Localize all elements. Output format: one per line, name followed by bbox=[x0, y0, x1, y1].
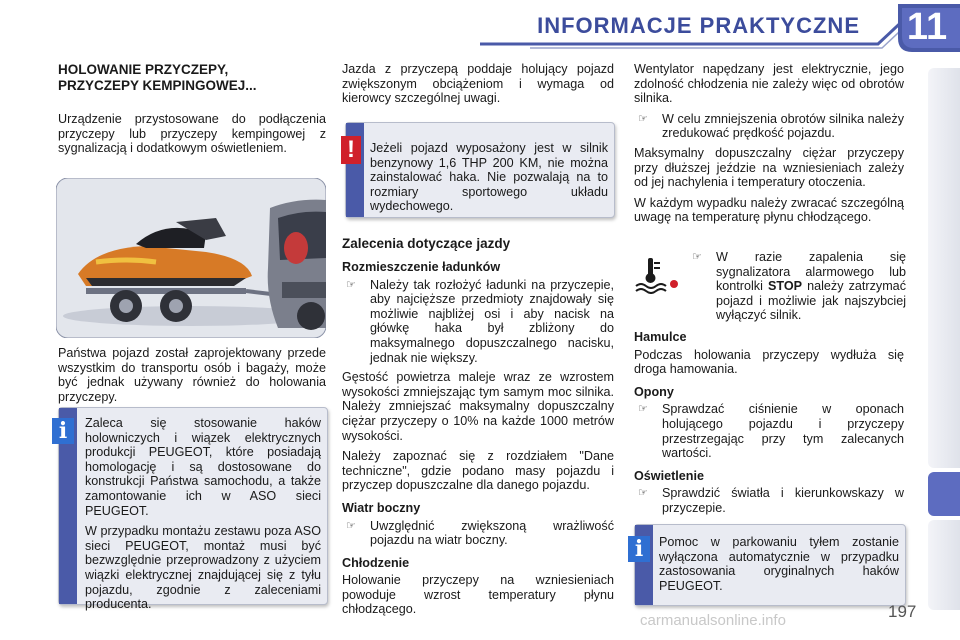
coolant-attention-paragraph: W każdym wypadku należy zwracać szczególną uwagę na temperaturę płynu chłodzącego. bbox=[634, 195, 904, 225]
towbar-recommendation: Zaleca się stosowanie haków holowniczych i wiązek elektrycznych produkcji PEUGEOT, które posiadają homologację i są dostosowane do konstrukcji Państwa samochodu, a także zamontowanie ich w ASO sieci PEUGEOT. bbox=[85, 416, 321, 518]
info-note-towbar bbox=[58, 407, 328, 612]
crosswind-heading: Wiatr boczny bbox=[342, 500, 421, 515]
load-distribution-text: Należy tak rozłożyć ładunki na przyczepie, aby najcięższe przedmioty znajdowały się możliwie najbliżej osi i aby nacisk na główkę haka był zbliżony do maksymalnego dopuszczalnego nacisku, jednak nie większy. bbox=[370, 277, 614, 365]
parking-assist-text: Pomoc w parkowaniu tyłem zostanie wyłączona automatycznie w przypadku zastosowania oryginalnych haków PEUGEOT. bbox=[659, 535, 899, 593]
list-item bbox=[342, 519, 614, 548]
list-item bbox=[634, 112, 904, 141]
chapter-number: 11 bbox=[906, 6, 948, 48]
vehicle-purpose-paragraph: Państwa pojazd został zaprojektowany przede wszystkim do transportu osób i bagaży, może być jednak używany również do holowania przyczepy. bbox=[58, 346, 326, 404]
page-number: 197 bbox=[888, 602, 917, 621]
pointing-hand-icon: ☞ bbox=[346, 278, 356, 291]
pointing-hand-icon: ☞ bbox=[346, 519, 356, 532]
left-column bbox=[58, 62, 326, 162]
tyres-text: Sprawdzać ciśnienie w oponach holującego pojazdu i przyczepy przestrzegając przy tym zalecanych wartości. bbox=[662, 402, 904, 461]
lighting-text: Sprawdzić światła i kierunkowskazy w przyczepie. bbox=[662, 486, 904, 515]
reduce-speed-text: W celu zmniejszenia obrotów silnika należy zredukować prędkość pojazdu. bbox=[662, 111, 904, 141]
pointing-hand-icon: ☞ bbox=[638, 403, 648, 416]
warning-note-thp bbox=[345, 122, 615, 218]
stop-label: STOP bbox=[767, 279, 803, 294]
pointing-hand-icon: ☞ bbox=[692, 251, 702, 263]
stop-warning-item bbox=[688, 250, 906, 328]
driving-recommendations-heading: Zalecenia dotyczące jazdy bbox=[342, 236, 511, 251]
side-tab-stack bbox=[928, 68, 960, 468]
brakes-paragraph: Podczas holowania przyczepy wydłuża się droga hamowania. bbox=[634, 347, 904, 377]
right-column-top bbox=[634, 62, 904, 231]
driving-intro-paragraph: Jazda z przyczepą poddaje holujący pojazd zwiększonym obciążeniom i wymaga od kierowcy szczególnej uwagi. bbox=[342, 62, 614, 106]
watermark: carmanualsonline.info bbox=[640, 612, 786, 629]
car-towing-jetski-illustration bbox=[56, 178, 326, 338]
pointing-hand-icon: ☞ bbox=[638, 112, 648, 125]
stop-warning-text-b: należy zatrzymać pojazd i możliwie jak najszybciej wyłączyć silnik. bbox=[716, 279, 906, 323]
chapter-side-tabs bbox=[928, 60, 960, 620]
page-title: INFORMACJE PRAKTYCZNE bbox=[537, 13, 860, 38]
info-note-parking bbox=[634, 524, 906, 606]
pointing-hand-icon: ☞ bbox=[638, 487, 648, 500]
cooling-paragraph: Holowanie przyczepy na wzniesieniach powoduje wzrost temperatury płynu chłodzącego. bbox=[342, 573, 614, 617]
brakes-heading: Hamulce bbox=[634, 330, 687, 344]
list-item bbox=[634, 486, 904, 515]
info-icon: i bbox=[628, 536, 650, 562]
cooling-heading: Chłodzenie bbox=[342, 555, 410, 570]
tyres-heading: Opony bbox=[634, 384, 674, 399]
towbar-installation: W przypadku montażu zestawu poza ASO sieci PEUGEOT, montaż musi być bezwzględnie przeprowadzony z użyciem wiązki elektrycznej znajdującej się z tyłu pojazdu, zgodnie z zaleceniami producenta. bbox=[85, 524, 321, 612]
warning-icon: ! bbox=[341, 136, 361, 164]
crosswind-text: Uwzględnić zwiększoną wrażliwość pojazdu na wiatr boczny. bbox=[370, 518, 614, 548]
middle-column-top bbox=[342, 62, 614, 112]
info-note-towbar-text bbox=[85, 416, 321, 618]
list-item bbox=[634, 402, 904, 460]
left-after-figure bbox=[58, 346, 326, 410]
lighting-heading: Oświetlenie bbox=[634, 468, 704, 483]
middle-column-main bbox=[342, 236, 614, 623]
list-item bbox=[342, 278, 614, 366]
stop-warning-text bbox=[716, 250, 906, 323]
load-distribution-heading: Rozmieszczenie ładunków bbox=[342, 260, 501, 274]
section-heading-line1: HOLOWANIE PRZYCZEPY, bbox=[58, 62, 229, 77]
technical-data-paragraph: Należy zapoznać się z rozdziałem "Dane techniczne", gdzie podano masy pojazdu i przyczep dopuszczalne dla danego pojazdu. bbox=[342, 449, 614, 493]
side-tab-stack-lower bbox=[928, 520, 960, 610]
section-heading-line2: PRZYCZEPY KEMPINGOWEJ... bbox=[58, 78, 257, 93]
air-density-paragraph: Gęstość powietrza maleje wraz ze wzrostem wysokości zmniejszając tym samym moc silnika. Należy zmniejszać maksymalny dopuszczalny ciężar przyczepy o 10% na każde 1000 metrów wysokości. bbox=[342, 370, 614, 443]
intro-paragraph: Urządzenie przystosowane do podłączenia przyczepy lub przyczepy kempingowej z sygnalizacją i dodatkowym oświetleniem. bbox=[58, 112, 326, 156]
info-icon: i bbox=[52, 418, 74, 444]
max-weight-paragraph: Maksymalny dopuszczalny ciężar przyczepy przy dłuższej jeździe na wzniesieniach zależy od jej nachylenia i temperatury otoczenia. bbox=[634, 145, 904, 190]
side-tab-active[interactable] bbox=[928, 472, 960, 516]
warning-note-text: Jeżeli pojazd wyposażony jest w silnik benzynowy 1,6 THP 200 KM, nie można zainstalować haka. Nie pozwalają na to rozmiary sportowego układu wydechowego. bbox=[370, 141, 608, 214]
stop-warning-text-a: W razie zapalenia się sygnalizatora alarmowego lub kontrolki bbox=[716, 250, 906, 294]
right-column-lower bbox=[634, 322, 904, 521]
coolant-temperature-warning-icon bbox=[634, 254, 680, 294]
list-item bbox=[688, 250, 906, 323]
fan-paragraph: Wentylator napędzany jest elektrycznie, jego zdolność chłodzenia nie zależy więc od obrotów silnika. bbox=[634, 62, 904, 106]
